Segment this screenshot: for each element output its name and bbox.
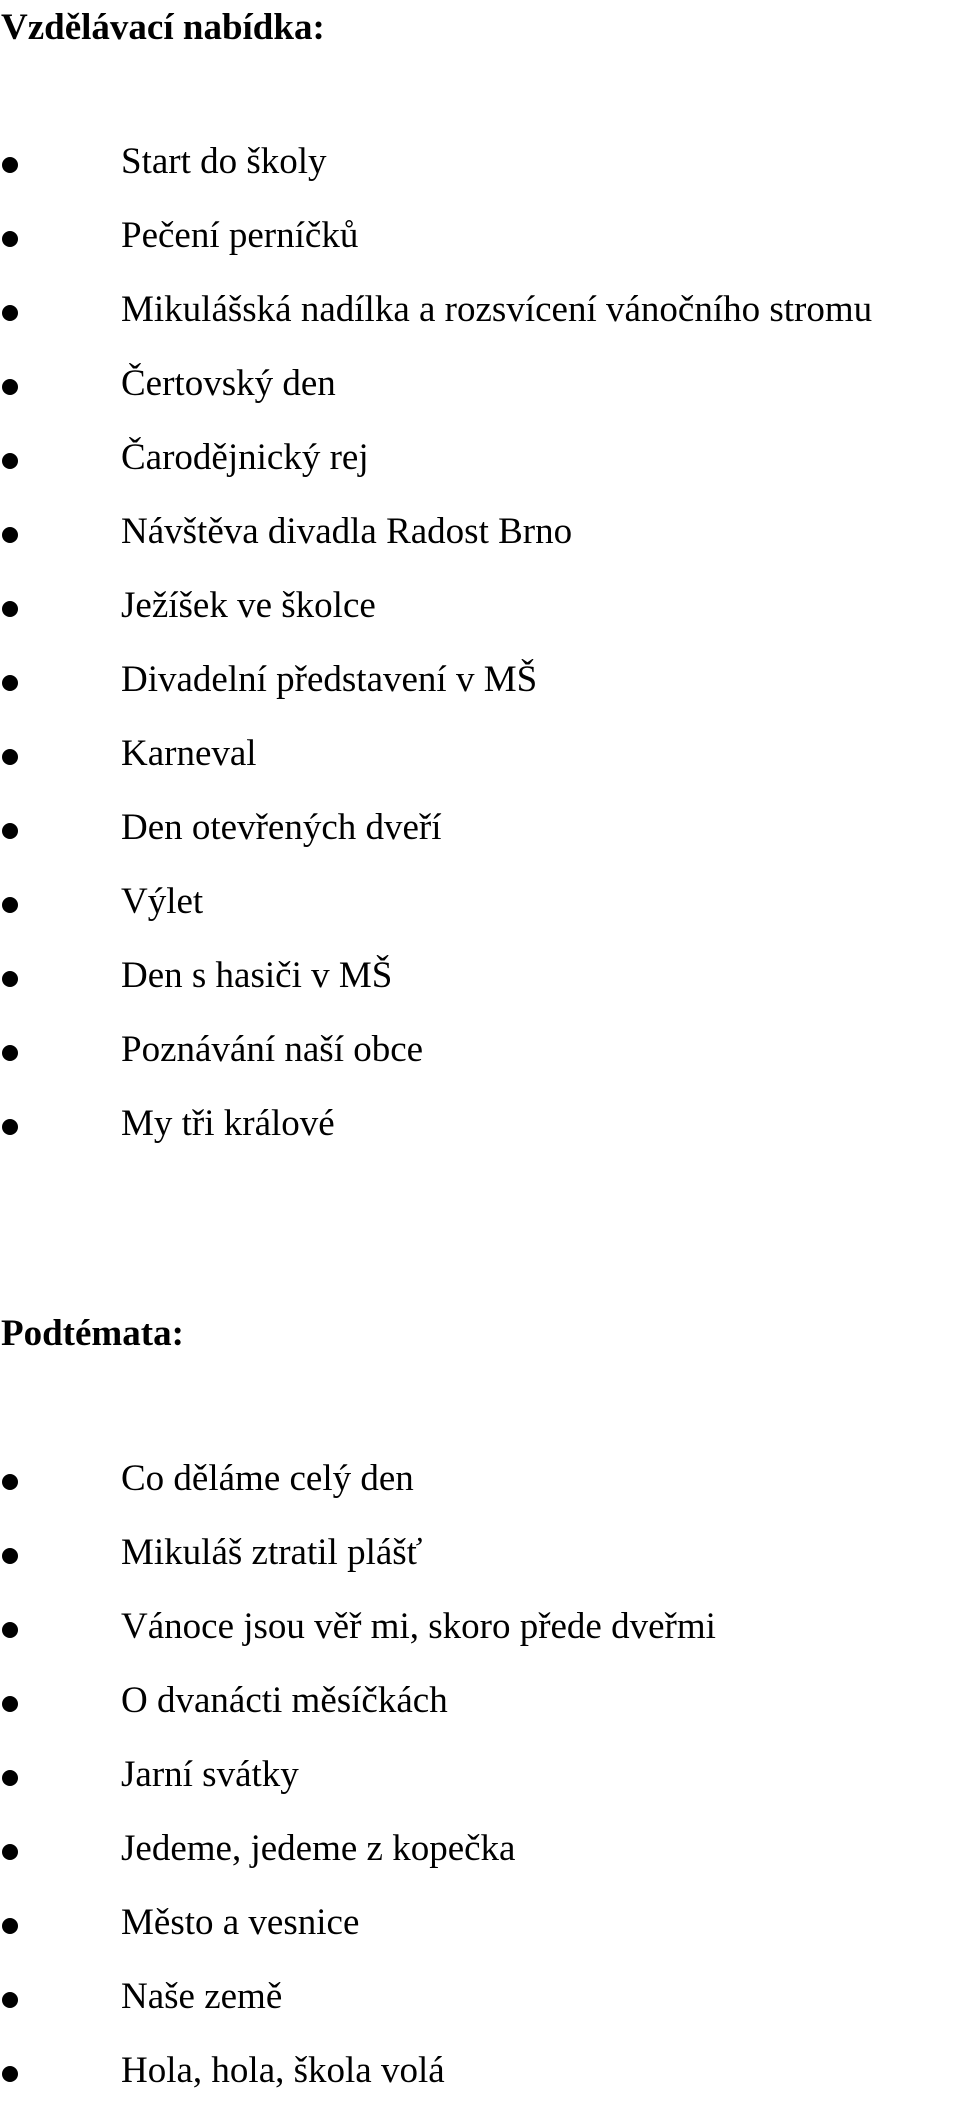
bullet-icon: [2, 453, 18, 469]
bullet-icon: [2, 1992, 18, 2008]
list-item-label: Čertovský den: [121, 363, 336, 404]
bullet-icon: [2, 601, 18, 617]
list-item: [0, 880, 960, 954]
bullet-icon: [2, 379, 18, 395]
list-item: [0, 2049, 960, 2123]
list-item-label: My tři králové: [121, 1103, 335, 1144]
bullet-icon: [2, 157, 18, 173]
list-item-label: Výlet: [121, 881, 204, 922]
bullet-icon: [2, 1770, 18, 1786]
bullet-icon: [2, 1474, 18, 1490]
list-item: [0, 584, 960, 658]
list-item-label: Poznávání naší obce: [121, 1029, 424, 1070]
list-item-label: Jedeme, jedeme z kopečka: [121, 1828, 516, 1869]
list-item: [0, 806, 960, 880]
bullet-icon: [2, 749, 18, 765]
bullet-icon: [2, 1548, 18, 1564]
list-item-label: Naše země: [121, 1976, 283, 2017]
list-item: [0, 1605, 960, 1679]
list-item-label: Mikuláš ztratil plášť: [121, 1532, 423, 1573]
list-item-label: Jarní svátky: [121, 1754, 299, 1795]
list-item: [0, 1531, 960, 1605]
list-item: [0, 1975, 960, 2049]
podtemata-list: [0, 1457, 960, 2123]
list-item-label: Čarodějnický rej: [121, 437, 369, 478]
list-item: [0, 1679, 960, 1753]
bullet-icon: [2, 897, 18, 913]
list-item-label: Start do školy: [121, 141, 327, 182]
section-heading-vzdelavaci-nabidka: Vzdělávací nabídka:: [1, 7, 325, 48]
list-item-label: Mikulášská nadílka a rozsvícení vánočního stromu: [121, 289, 873, 330]
bullet-icon: [2, 1696, 18, 1712]
list-item-label: Den s hasiči v MŠ: [121, 955, 393, 996]
list-item: [0, 732, 960, 806]
list-item-label: Ježíšek ve školce: [121, 585, 376, 626]
list-item: [0, 1827, 960, 1901]
list-item: [0, 436, 960, 510]
vzdelavaci-nabidka-list: [0, 140, 960, 1176]
bullet-icon: [2, 1918, 18, 1934]
bullet-icon: [2, 1622, 18, 1638]
bullet-icon: [2, 1844, 18, 1860]
section-heading-podtemata: Podtémata:: [1, 1313, 184, 1354]
bullet-icon: [2, 971, 18, 987]
list-item-label: O dvanácti měsíčkách: [121, 1680, 448, 1721]
list-item: [0, 140, 960, 214]
bullet-icon: [2, 1119, 18, 1135]
bullet-icon: [2, 2066, 18, 2082]
bullet-icon: [2, 823, 18, 839]
list-item-label: Pečení perníčků: [121, 215, 359, 256]
list-item-label: Co děláme celý den: [121, 1458, 414, 1499]
list-item: [0, 1102, 960, 1176]
bullet-icon: [2, 231, 18, 247]
list-item-label: Hola, hola, škola volá: [121, 2050, 445, 2091]
list-item: [0, 1753, 960, 1827]
list-item: [0, 658, 960, 732]
list-item: [0, 362, 960, 436]
list-item-label: Návštěva divadla Radost Brno: [121, 511, 573, 552]
list-item: [0, 1901, 960, 1975]
bullet-icon: [2, 527, 18, 543]
list-item-label: Den otevřených dveří: [121, 807, 442, 848]
list-item: [0, 288, 960, 362]
list-item: [0, 1457, 960, 1531]
bullet-icon: [2, 1045, 18, 1061]
list-item: [0, 1028, 960, 1102]
list-item: [0, 214, 960, 288]
list-item: [0, 510, 960, 584]
list-item-label: Město a vesnice: [121, 1902, 360, 1943]
bullet-icon: [2, 305, 18, 321]
list-item-label: Vánoce jsou věř mi, skoro přede dveřmi: [121, 1606, 716, 1647]
bullet-icon: [2, 675, 18, 691]
list-item-label: Karneval: [121, 733, 257, 774]
list-item-label: Divadelní představení v MŠ: [121, 659, 538, 700]
list-item: [0, 954, 960, 1028]
